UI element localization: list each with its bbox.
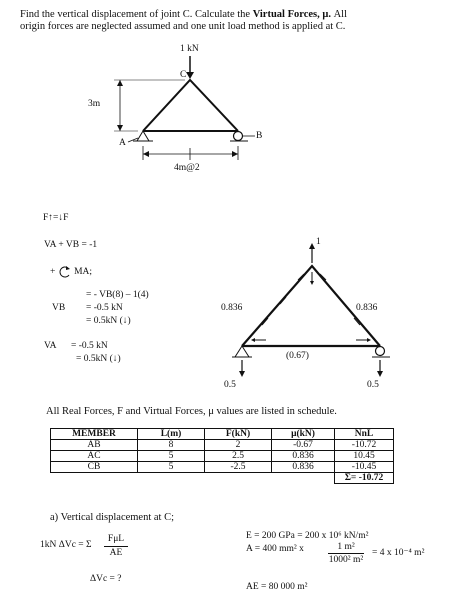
joint-a-label: A <box>119 138 126 148</box>
moment-prefix: + <box>50 267 56 278</box>
work-equation-numerator: FμL <box>107 534 125 544</box>
arrow-c-down-head <box>310 281 314 285</box>
table-header-row <box>51 429 394 440</box>
table-row <box>51 462 394 473</box>
cell: -2.5 <box>205 462 272 473</box>
total-cell: Σ= -10.72 <box>335 473 394 484</box>
work-equation-lhs: 1kN ΔVc = Σ <box>40 540 92 550</box>
col-member: MEMBER <box>51 429 138 440</box>
table-total-row <box>51 473 394 484</box>
cell: -0.67 <box>272 440 335 451</box>
cell: 0.836 <box>272 451 335 462</box>
cell: 2.5 <box>205 451 272 462</box>
equilibrium-equation: F↑=↓F <box>43 213 69 223</box>
cell: 8 <box>138 440 205 451</box>
empty-cell <box>51 473 335 484</box>
arrow-right-member-2 <box>338 297 344 304</box>
vb-line-3: = 0.5kN (↓) <box>86 316 131 326</box>
bottom-member-force: (0.67) <box>286 351 309 361</box>
joint-b-label: B <box>256 131 263 141</box>
area-result: = 4 x 10⁻⁴ m² <box>372 548 425 558</box>
work-equation-fraction-bar <box>104 546 128 547</box>
col-real-force: F(kN) <box>205 429 272 440</box>
va-label: VA <box>44 341 57 351</box>
cell: 2 <box>205 440 272 451</box>
intro-text-end: All <box>330 9 348 20</box>
reaction-b-arrowhead <box>377 371 383 377</box>
right-reaction: 0.5 <box>367 380 379 390</box>
schedule-caption: All Real Forces, F and Virtual Forces, μ values are listed in schedule. <box>46 406 337 417</box>
va-line-2: = 0.5kN (↓) <box>76 354 121 364</box>
table-row <box>51 451 394 462</box>
cell: 5 <box>138 462 205 473</box>
virtual-roller-support-b <box>376 347 385 356</box>
moment-label: MA; <box>74 267 93 278</box>
cell: 10.45 <box>335 451 394 462</box>
unit-load-label: 1 <box>316 237 321 247</box>
virtual-pin-support-a <box>235 346 249 357</box>
vb-line-2: = -0.5 kN <box>86 303 123 313</box>
joint-c-label: C <box>180 70 187 80</box>
left-member-force: 0.836 <box>221 303 243 313</box>
cell: -10.45 <box>335 462 394 473</box>
right-member-force: 0.836 <box>356 303 378 313</box>
cell: 5 <box>138 451 205 462</box>
area-numerator: 1 m² <box>337 542 355 552</box>
col-product: NnL <box>335 429 394 440</box>
unit-load-arrowhead <box>309 243 315 249</box>
left-reaction: 0.5 <box>224 380 236 390</box>
reaction-a-arrowhead <box>239 371 245 377</box>
arrow-bottom-right-head <box>367 338 371 342</box>
col-virtual-force: μ(kN) <box>272 429 335 440</box>
height-label: 3m <box>88 99 101 109</box>
area-prefix: A = 400 mm² x <box>246 544 304 554</box>
modulus-value: E = 200 GPa = 200 x 10⁶ kN/m² <box>246 531 369 541</box>
load-label: 1 kN <box>180 44 199 54</box>
va-line-1: = -0.5 kN <box>71 341 108 351</box>
cell: CB <box>51 462 138 473</box>
cell: 0.836 <box>272 462 335 473</box>
cell: AC <box>51 451 138 462</box>
area-fraction-bar <box>328 553 364 554</box>
col-length: L(m) <box>138 429 205 440</box>
arrow-bottom-left-head <box>251 338 255 342</box>
reaction-sum-equation: VA + VB = -1 <box>44 240 98 250</box>
table-row <box>51 440 394 451</box>
part-a-heading: a) Vertical displacement at C; <box>50 512 175 523</box>
vb-label: VB <box>52 303 66 313</box>
problem-statement-line-2: origin forces are neglected assumed and one unit load method is applied at C. <box>20 21 346 32</box>
displacement-question: ΔVc = ? <box>90 574 122 584</box>
cell: AB <box>51 440 138 451</box>
work-equation-denominator: AE <box>109 548 123 558</box>
area-denominator: 1000² m² <box>328 555 364 565</box>
schedule-table <box>50 428 394 484</box>
axial-rigidity-value: AE = 80 000 m² <box>246 582 308 592</box>
span-label: 4m@2 <box>174 163 200 173</box>
intro-bold-text: Virtual Forces, μ. <box>252 9 331 20</box>
vb-line-1: = - VB(8) – 1(4) <box>86 290 149 300</box>
cell: -10.72 <box>335 440 394 451</box>
intro-text: Find the vertical displacement of joint C. Calculate the <box>20 9 253 20</box>
